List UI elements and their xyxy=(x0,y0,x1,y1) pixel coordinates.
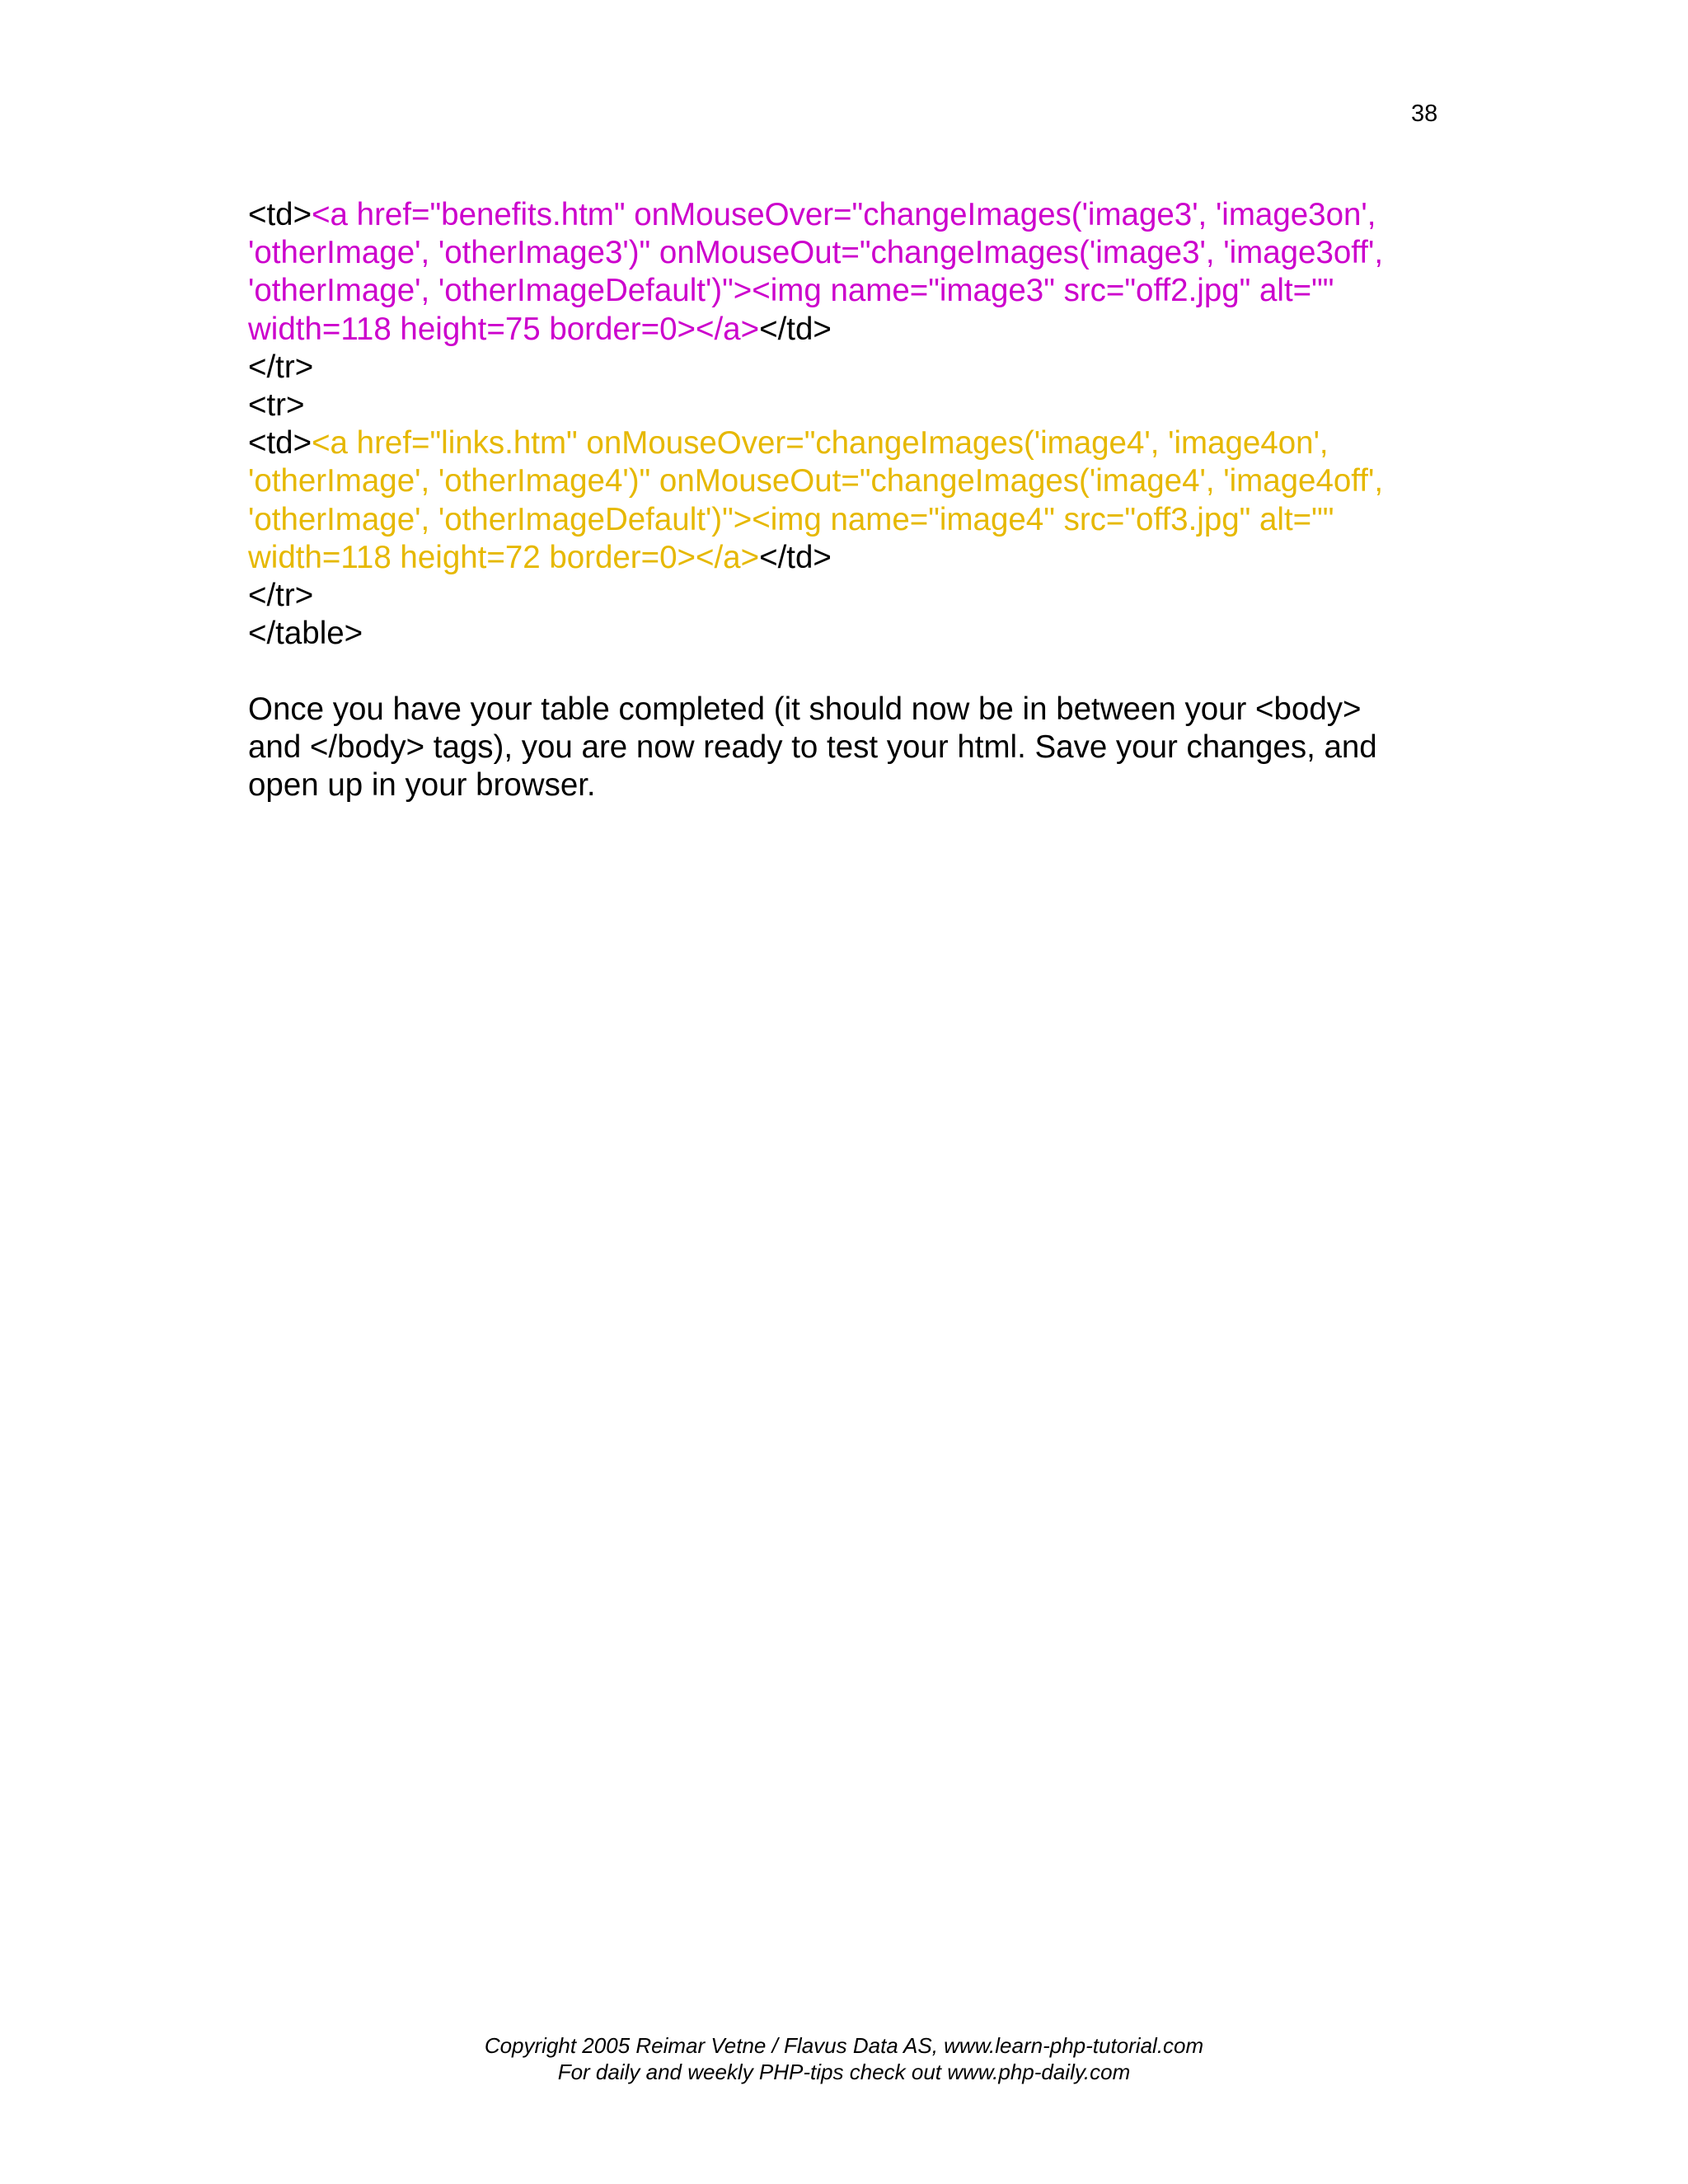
code-line: </table> xyxy=(248,616,363,652)
code-line: 'otherImage', 'otherImage3')" onMouseOut="changeImages('image3', 'image3off', xyxy=(248,235,1384,271)
paragraph-line: Once you have your table completed (it should now be in between your <body> xyxy=(248,691,1362,727)
code-plain: <td> xyxy=(248,197,312,232)
code-line: </tr> xyxy=(248,349,314,385)
footer-tips: For daily and weekly PHP-tips check out www.php-daily.com xyxy=(557,2060,1131,2084)
code-line: <tr> xyxy=(248,387,305,423)
paragraph-line: and </body> tags), you are now ready to test your html. Save your changes, and xyxy=(248,729,1377,766)
page-number: 38 xyxy=(1411,101,1438,127)
code-listing xyxy=(248,196,1451,653)
body-paragraph xyxy=(248,691,1451,805)
code-line: 'otherImage', 'otherImageDefault')"><img name="image4" src="off3.jpg" alt="" xyxy=(248,501,1334,537)
code-line xyxy=(248,539,1451,577)
code-line: </tr> xyxy=(248,577,314,613)
code-line: 'otherImage', 'otherImageDefault')"><img name="image3" src="off2.jpg" alt="" xyxy=(248,273,1334,309)
code-line xyxy=(248,424,1451,462)
code-plain: </td> xyxy=(759,311,832,347)
code-line: 'otherImage', 'otherImage4')" onMouseOut="changeImages('image4', 'image4off', xyxy=(248,463,1384,499)
page-footer xyxy=(0,2032,1688,2085)
code-line xyxy=(248,311,1451,349)
code-highlight-gold: <a href="links.htm" onMouseOver="changeImages('image4', 'image4on', xyxy=(312,425,1329,462)
code-highlight-gold: width=118 height=72 border=0></a> xyxy=(248,539,760,575)
code-plain: </td> xyxy=(759,539,832,575)
paragraph-line: open up in your browser. xyxy=(248,767,596,804)
code-highlight-magenta: width=118 height=75 border=0></a> xyxy=(248,311,760,347)
code-line xyxy=(248,196,1451,234)
code-plain: <td> xyxy=(248,425,312,462)
code-highlight-magenta: <a href="benefits.htm" onMouseOver="changeImages('image3', 'image3on', xyxy=(312,197,1376,232)
footer-copyright: Copyright 2005 Reimar Vetne / Flavus Data AS, www.learn-php-tutorial.com xyxy=(484,2033,1204,2058)
